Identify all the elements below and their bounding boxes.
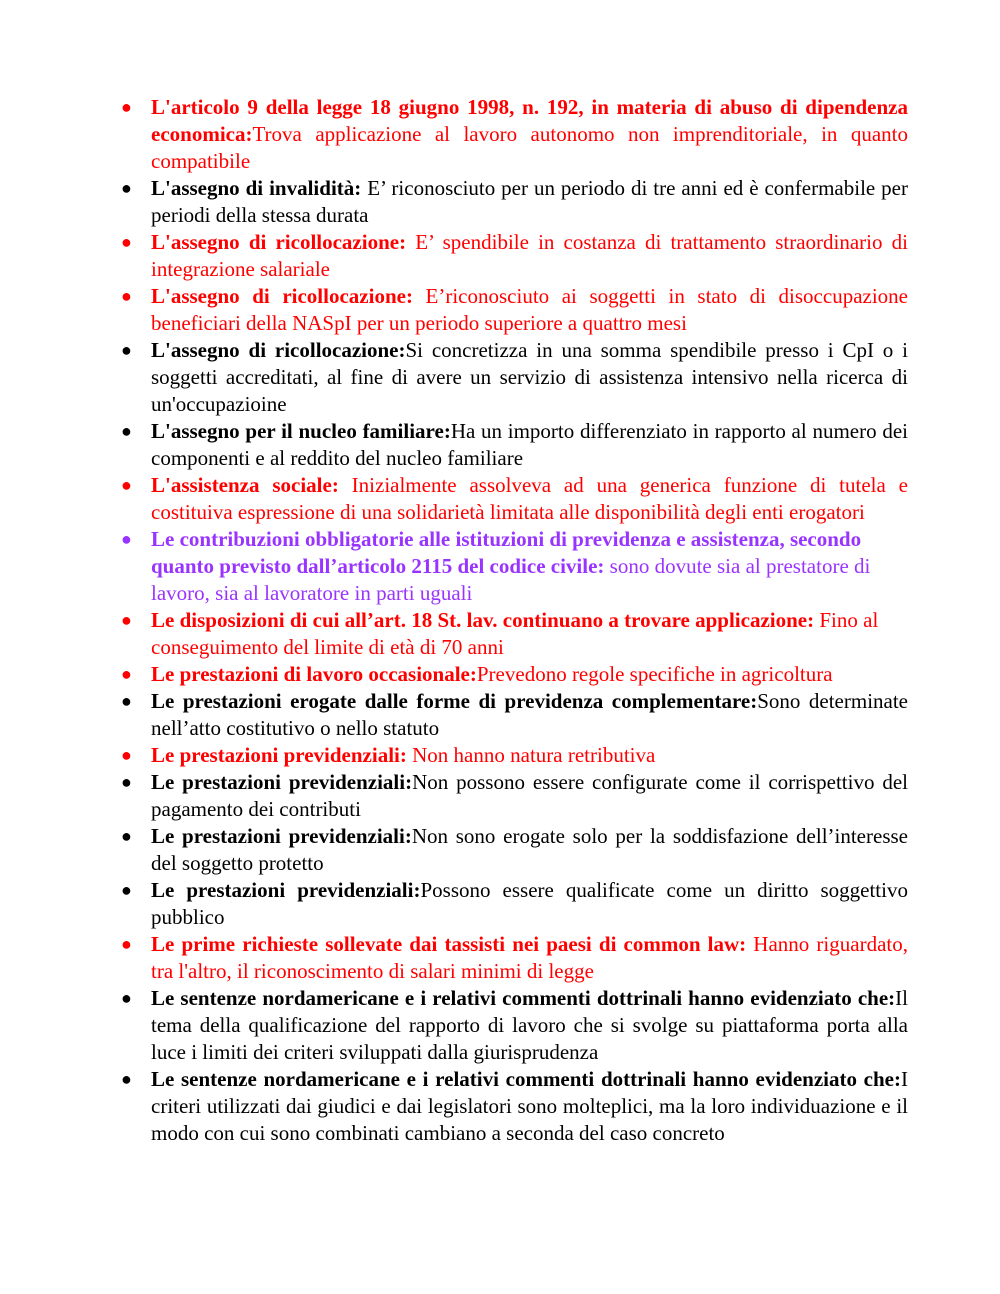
item-term: L'assegno di invalidità:	[151, 176, 362, 200]
bullet-icon: ●	[121, 97, 132, 117]
statement-list	[118, 94, 908, 1147]
item-term: Le prestazioni erogate dalle forme di previdenza complementare:	[151, 689, 758, 713]
item-term: L'assegno per il nucleo familiare:	[151, 419, 451, 443]
item-text: I criteri utilizzati dai giudici e dai legislatori sono molteplici, ma la loro individuazione e il modo con cui sono combinati cambiano a seconda del caso concreto	[151, 1067, 908, 1145]
list-item	[118, 661, 908, 688]
item-term: Le prestazioni previdenziali:	[151, 824, 412, 848]
item-term: Le prime richieste sollevate dai tassisti nei paesi di common law:	[151, 932, 747, 956]
item-text: E’ spendibile in costanza di trattamento straordinario di integrazione salariale	[151, 230, 908, 281]
item-term: Le disposizioni di cui all’art. 18 St. lav. continuano a trovare applicazione:	[151, 608, 815, 632]
item-term: Le prestazioni previdenziali:	[151, 770, 413, 794]
item-text: Hanno riguardato, tra l'altro, il riconoscimento di salari minimi di legge	[151, 932, 908, 983]
item-text: E’ riconosciuto per un periodo di tre anni ed è confermabile per periodi della stessa durata	[151, 176, 909, 227]
item-term: L'assistenza sociale:	[151, 473, 339, 497]
item-text: Non hanno natura retributiva	[406, 743, 656, 767]
list-item	[118, 526, 908, 607]
item-term: L'assegno di ricollocazione:	[151, 284, 413, 308]
list-item	[118, 283, 908, 337]
bullet-icon: ●	[121, 1069, 132, 1089]
bullet-icon: ●	[121, 475, 132, 495]
item-text: Fino al conseguimento del limite di età di 70 anni	[151, 608, 879, 659]
list-item	[118, 823, 908, 877]
item-text: Prevedono regole specifiche in agricoltura	[476, 662, 833, 686]
list-item	[118, 418, 908, 472]
item-term: Le prestazioni previdenziali:	[151, 878, 421, 902]
bullet-icon: ●	[121, 988, 132, 1008]
bullet-icon: ●	[121, 745, 132, 765]
item-term: Le contribuzioni obbligatorie alle istituzioni di previdenza e assistenza, secondo quanto previsto dall’articolo 2115 del codice civile:	[151, 527, 862, 578]
bullet-icon: ●	[121, 691, 132, 711]
bullet-icon: ●	[121, 421, 132, 441]
bullet-icon: ●	[121, 340, 132, 360]
item-term: Le prestazioni di lavoro occasionale:	[151, 662, 477, 686]
list-item	[118, 769, 908, 823]
bullet-icon: ●	[121, 286, 132, 306]
list-item	[118, 607, 908, 661]
list-item	[118, 94, 908, 175]
item-text: E’riconosciuto ai soggetti in stato di disoccupazione beneficiari della NASpI per un periodo superiore a quattro mesi	[151, 284, 908, 335]
item-text: sono dovute sia al prestatore di lavoro, sia al lavoratore in parti uguali	[151, 554, 871, 605]
item-text: Inizialmente assolveva ad una generica funzione di tutela e costituiva espressione di una solidarietà limitata alle disponibilità degli enti erogatori	[151, 473, 908, 524]
item-term: Le sentenze nordamericane e i relativi commenti dottrinali hanno evidenziato che:	[151, 1067, 901, 1091]
list-item	[118, 229, 908, 283]
bullet-icon: ●	[121, 232, 132, 252]
bullet-icon: ●	[121, 178, 132, 198]
item-text: Trova applicazione al lavoro autonomo non imprenditoriale, in quanto compatibile	[151, 122, 908, 173]
item-term: Le sentenze nordamericane e i relativi commenti dottrinali hanno evidenziato che:	[151, 986, 896, 1010]
bullet-icon: ●	[121, 610, 132, 630]
list-item	[118, 985, 908, 1066]
bullet-icon: ●	[121, 529, 132, 549]
item-text: Non sono erogate solo per la soddisfazione dell’interesse del soggetto protetto	[151, 824, 908, 875]
item-text: Sono determinate nell’atto costitutivo o nello statuto	[151, 689, 909, 740]
list-item	[118, 931, 908, 985]
item-term: Le prestazioni previdenziali:	[151, 743, 407, 767]
item-term: L'articolo 9 della legge 18 giugno 1998, n. 192, in materia di abuso di dipendenza economica:	[151, 95, 908, 146]
list-item	[118, 742, 908, 769]
bullet-icon: ●	[121, 664, 132, 684]
list-item	[118, 337, 908, 418]
item-text: Non possono essere configurate come il corrispettivo del pagamento dei contributi	[151, 770, 908, 821]
list-item	[118, 877, 908, 931]
list-item	[118, 1066, 908, 1147]
item-term: L'assegno di ricollocazione:	[151, 338, 406, 362]
list-item	[118, 175, 908, 229]
bullet-icon: ●	[121, 772, 132, 792]
list-item	[118, 688, 908, 742]
item-text: Il tema della qualificazione del rapporto di lavoro che si svolge su piattaforma porta alla luce i limiti dei criteri sviluppati dalla giurisprudenza	[151, 986, 908, 1064]
bullet-icon: ●	[121, 880, 132, 900]
item-text: Si concretizza in una somma spendibile presso i CpI o i soggetti accreditati, al fine di avere un servizio di assistenza intensivo nella ricerca di un'occupazioine	[151, 338, 908, 416]
item-text: Ha un importo differenziato in rapporto al numero dei componenti e al reddito del nucleo familiare	[151, 419, 908, 470]
item-text: Possono essere qualificate come un diritto soggettivo pubblico	[151, 878, 908, 929]
item-term: L'assegno di ricollocazione:	[151, 230, 407, 254]
bullet-icon: ●	[121, 934, 132, 954]
bullet-icon: ●	[121, 826, 132, 846]
list-item	[118, 472, 908, 526]
